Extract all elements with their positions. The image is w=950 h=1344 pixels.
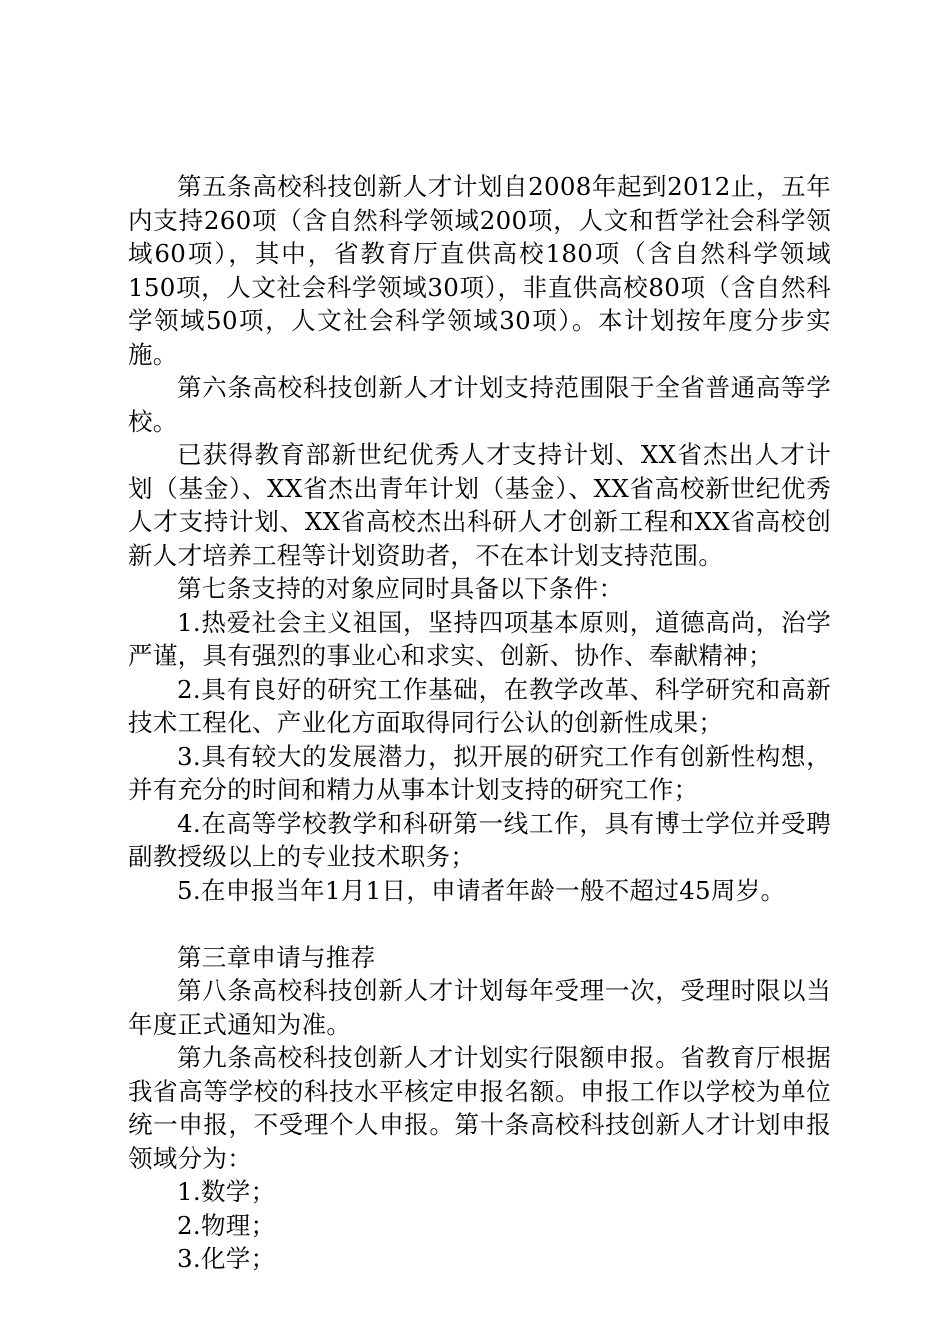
condition-item-4: 4.在高等学校教学和科研第一线工作，具有博士学位并受聘副教授级以上的专业技术职务；: [128, 808, 831, 871]
article-7-paragraph: 第七条支持的对象应同时具备以下条件：: [177, 574, 624, 603]
condition-item-3: 3.具有较大的发展潜力，拟开展的研究工作有创新性构想，并有充分的时间和精力从事本计划支持的研究工作；: [128, 741, 831, 804]
document-body: [128, 170, 831, 1276]
field-item-1: 1.数学；: [177, 1177, 276, 1206]
field-item-2: 2.物理；: [177, 1210, 276, 1240]
condition-item-2: 2.具有良好的研究工作基础，在教学改革、科学研究和高新技术工程化、产业化方面取得同行公认的创新性成果；: [128, 674, 831, 737]
condition-item-1: 1.热爱社会主义祖国，坚持四项基本原则，道德高尚，治学严谨，具有强烈的事业心和求实、创新、协作、奉献精神；: [128, 607, 831, 670]
condition-item-5: 5.在申报当年1月1日，申请者年龄一般不超过45周岁。: [177, 875, 786, 905]
article-8-paragraph: 第八条高校科技创新人才计划每年受理一次，受理时限以当年度正式通知为准。: [128, 976, 831, 1039]
exclusion-paragraph: 已获得教育部新世纪优秀人才支持计划、XX省杰出人才计划（基金）、XX省杰出青年计划（基金）、XX省高校新世纪优秀人才支持计划、XX省高校杰出科研人才创新工程和XX省高校创新人才培养工程等计划资助者，不在本计划支持范围。: [128, 440, 831, 570]
chapter-3-heading: 第三章申请与推荐: [177, 942, 376, 972]
article-5-paragraph: 第五条高校科技创新人才计划自2008年起到2012止，五年内支持260项（含自然科学领域200项，人文和哲学社会科学领域60项），其中，省教育厅直供高校180项（含自然科学领域150项，人文社会科学领域30项），非直供高校80项（含自然科学领域50项，人文社会科学领域30项）。本计划按年度分步实施。: [128, 172, 831, 369]
field-item-3: 3.化学；: [177, 1244, 276, 1273]
section-spacer: [128, 907, 831, 941]
article-6-paragraph: 第六条高校科技创新人才计划支持范围限于全省普通高等学校。: [128, 373, 831, 436]
article-9-paragraph: 第九条高校科技创新人才计划实行限额申报。省教育厅根据我省高等学校的科技水平核定申报名额。申报工作以学校为单位统一申报，不受理个人申报。第十条高校科技创新人才计划申报领域分为：: [128, 1043, 831, 1173]
